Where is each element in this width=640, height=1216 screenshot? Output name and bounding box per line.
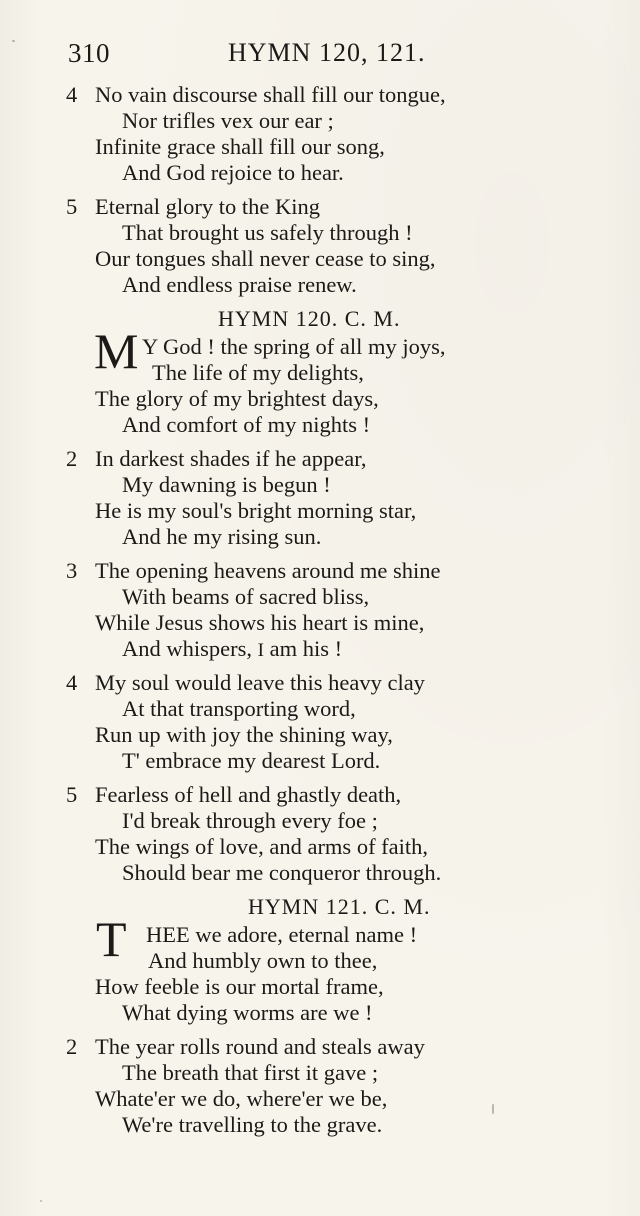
verse-line: And endless praise renew.	[122, 272, 357, 297]
verse-number: 4	[66, 670, 78, 695]
verse-number: 5	[66, 782, 78, 807]
verse-number: 2	[66, 1034, 78, 1059]
line-text: am his !	[263, 636, 343, 661]
paper-speck	[12, 40, 15, 42]
verse-number: 3	[66, 558, 78, 583]
verse-line: While Jesus shows his heart is mine,	[95, 610, 425, 635]
verse-line: The wings of love, and arms of faith,	[95, 834, 429, 859]
verse-line: Fearless of hell and ghastly death,	[95, 782, 402, 807]
running-head: HYMN 120, 121.	[228, 38, 426, 67]
verse-line: And he my rising sun.	[122, 524, 322, 549]
verse-line: The opening heavens around me shine	[95, 558, 441, 583]
verse-line: He is my soul's bright morning star,	[95, 498, 417, 523]
drop-cap: M	[94, 323, 139, 379]
hymn-121-title: HYMN 121. C. M.	[248, 894, 431, 919]
verse-line: Our tongues shall never cease to sing,	[95, 246, 436, 271]
verse-number: 2	[66, 446, 78, 471]
verse-line: That brought us safely through !	[122, 220, 413, 245]
page-header	[68, 38, 548, 70]
verse-line: And comfort of my nights !	[122, 412, 371, 437]
verse-line: Y God ! the spring of all my joys,	[142, 334, 446, 359]
verse-line: At that transporting word,	[122, 696, 356, 721]
drop-cap: T	[96, 911, 127, 967]
verse-line: No vain discourse shall fill our tongue,	[95, 82, 446, 107]
verse-line: What dying worms are we !	[122, 1000, 373, 1025]
verse-line: I'd break through every foe ;	[122, 808, 378, 833]
paper-speck	[40, 1200, 42, 1202]
verse-line: Nor trifles vex our ear ;	[122, 108, 334, 133]
hymn-120-title: HYMN 120. C. M.	[218, 306, 401, 331]
verse-line: The year rolls round and steals away	[95, 1034, 425, 1059]
verse-line: Infinite grace shall fill our song,	[95, 134, 385, 159]
page-number: 310	[68, 38, 110, 68]
verse-line: The glory of my brightest days,	[95, 386, 379, 411]
verse-line: We're travelling to the grave.	[122, 1112, 383, 1137]
verse-line: How feeble is our mortal frame,	[95, 974, 384, 999]
verse-line: The breath that first it gave ;	[122, 1060, 379, 1085]
verse-number: 5	[66, 194, 78, 219]
verse-line: Whate'er we do, where'er we be,	[95, 1086, 388, 1111]
paper-speck	[492, 1104, 494, 1114]
verse-line: And humbly own to thee,	[148, 948, 378, 973]
small-caps-i: I	[257, 640, 264, 661]
verse-line: Eternal glory to the King	[95, 194, 320, 219]
verse-line: The life of my delights,	[152, 360, 364, 385]
verse-line: In darkest shades if he appear,	[95, 446, 367, 471]
verse-line: And God rejoice to hear.	[122, 160, 344, 185]
verse-line: My dawning is begun !	[122, 472, 331, 497]
verse-line: Run up with joy the shining way,	[95, 722, 393, 747]
verse-line: HEE we adore, eternal name !	[146, 922, 418, 947]
verse-line: My soul would leave this heavy clay	[95, 670, 425, 695]
verse-line: T' embrace my dearest Lord.	[122, 748, 381, 773]
verse-number: 4	[66, 82, 78, 107]
verse-line: Should bear me conqueror through.	[122, 860, 442, 885]
verse-line: With beams of sacred bliss,	[122, 584, 370, 609]
line-text: And whispers,	[122, 636, 258, 661]
verse-line	[122, 636, 342, 664]
